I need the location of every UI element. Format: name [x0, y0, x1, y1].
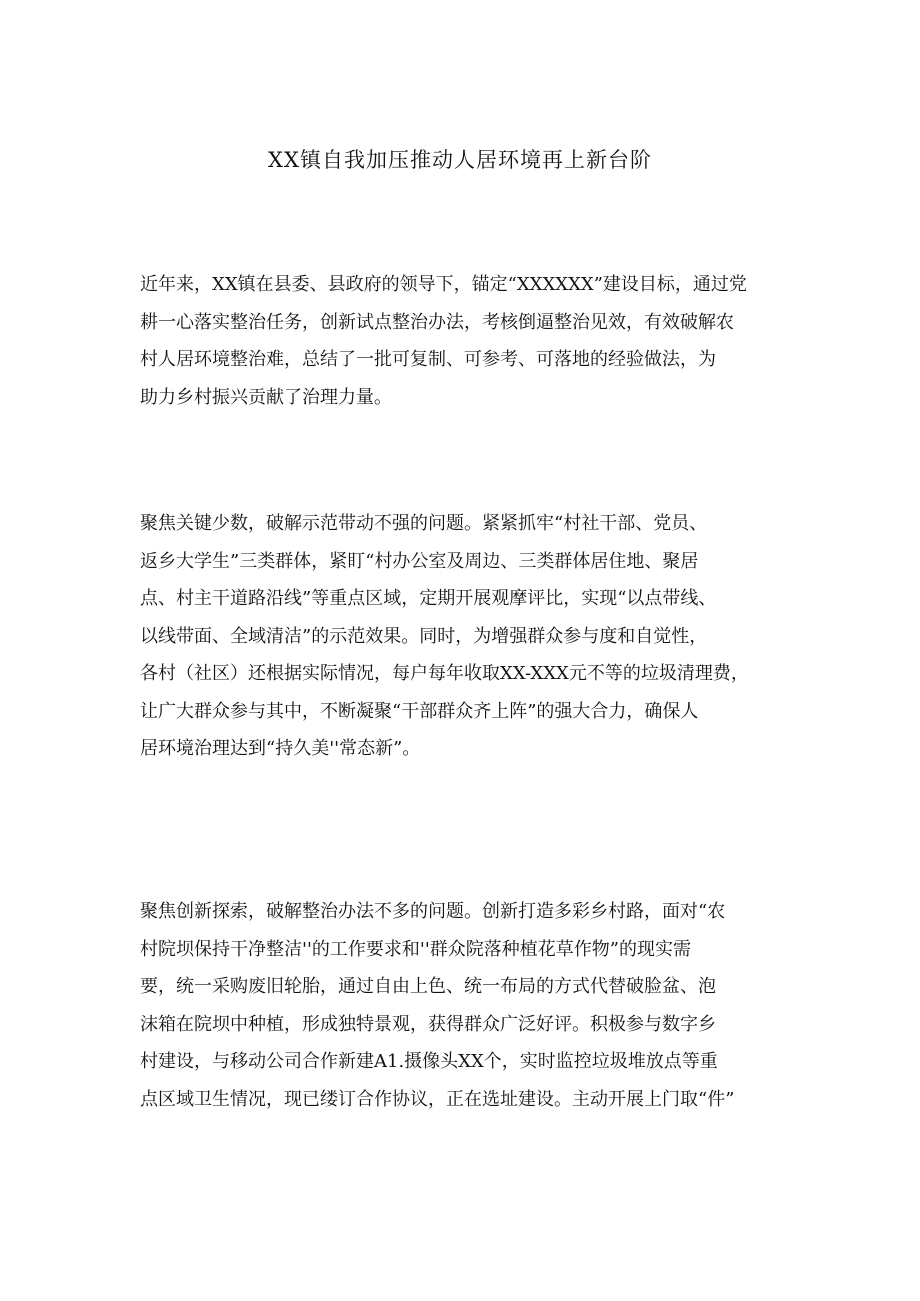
paragraph-line: 近年来，XX镇在县委、县政府的领导下，锚定“XXXXXX”建设目标，通过党: [140, 274, 747, 295]
paragraph-line: 村人居环境整治难，总结了一批可复制、可参考、可落地的经验做法，为: [140, 349, 716, 370]
paragraph-line: 要，统一采购废旧轮胎，通过自由上色、统一布局的方式代替破脸盆、泡: [140, 976, 716, 997]
paragraph-line: 让广大群众参与其中，不断凝聚“干部群众齐上阵”的强大合力，确保人: [140, 700, 699, 722]
paragraph-line: 居环境治理达到“持久美''常态新”。: [140, 738, 421, 759]
paragraph-line: 助力乡村振兴贡献了治理力量。: [140, 386, 392, 408]
paragraph-line: 聚焦创新探索，破解整治办法不多的问题。创新打造多彩乡村路，面对“农: [140, 901, 726, 922]
paragraph-1: [140, 266, 800, 416]
paragraph-line: 村院坝保持干净整洁''的工作要求和''群众院落种植花草作物”的现实需: [140, 938, 691, 960]
paragraph-2: [140, 505, 800, 768]
paragraph-line: 以线带面、全域清洁”的示范效果。同时，为增强群众参与度和自觉性，: [140, 625, 708, 647]
document-title: XX镇自我加压推动人居环境再上新台阶: [268, 148, 652, 172]
paragraph-line: 点、村主干道路沿线”等重点区域，定期开展观摩评比，实现“以点带线、: [140, 588, 717, 609]
paragraph-line: 聚焦关键少数，破解示范带动不强的问题。紧紧抓牢“村社干部、党员、: [140, 513, 708, 534]
paragraph-line: 各村（社区）还根据实际情况，每户每年收取XX-XXX元不等的垃圾清理费，: [140, 663, 749, 684]
paragraph-line: 返乡大学生”三类群体，紧盯“村办公室及周边、三类群体居住地、聚居: [140, 550, 699, 572]
paragraph-3: [140, 893, 800, 1118]
paragraph-line: 点区域卫生情况，现已缕订合作协议，正在选址建设。主动开展上门取“件”: [140, 1088, 735, 1110]
paragraph-line: 沫箱在院坝中种植，形成独特景观，获得群众广泛好评。积极参与数字乡: [140, 1013, 716, 1035]
paragraph-line: 耕一心落实整治任务，创新试点整治办法，考核倒逼整治见效，有效破解农: [140, 311, 734, 333]
paragraph-line: 村建设，与移动公司合作新建A1.摄像头XX个，实时监控垃圾堆放点等重: [140, 1051, 718, 1072]
